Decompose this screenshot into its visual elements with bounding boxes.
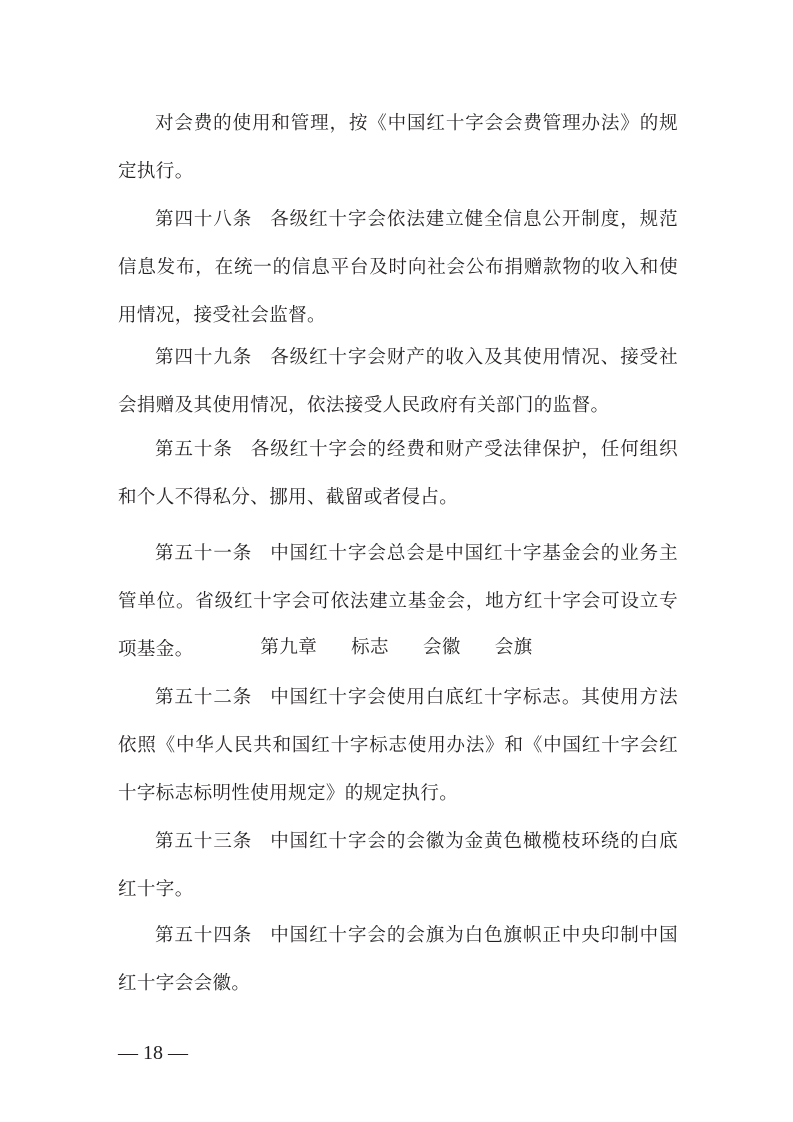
- article-number: 第五十四条: [155, 925, 253, 946]
- article-49: [118, 334, 678, 430]
- article-50: [118, 426, 678, 522]
- article-text: 中国红十字会的会徽为金黄色橄榄枝环绕的白底红十字。: [118, 831, 678, 900]
- article-text: 中国红十字会总会是中国红十字基金会的业务主管单位。省级红十字会可依法建立基金会，地方红十字会可设立专项基金。: [118, 543, 678, 660]
- article-number: 第五十三条: [155, 831, 253, 852]
- paragraph-text: 对会费的使用和管理，按《中国红十字会会费管理办法》的规定执行。: [118, 113, 678, 182]
- chapter-number: 第九章: [260, 637, 318, 658]
- paragraph-fee-management: [118, 100, 678, 196]
- article-number: 第五十二条: [155, 687, 253, 708]
- article-text: 各级红十字会财产的收入及其使用情况、接受社会捐赠及其使用情况，依法接受人民政府有关部门的监督。: [118, 347, 678, 416]
- article-53: [118, 818, 678, 914]
- article-text: 各级红十字会的经费和财产受法律保护，任何组织和个人不得私分、挪用、截留或者侵占。: [118, 439, 678, 508]
- page-number: — 18 —: [118, 1042, 188, 1064]
- article-number: 第四十九条: [155, 347, 253, 368]
- article-48: [118, 196, 678, 340]
- chapter-part-logo: 标志: [351, 637, 389, 658]
- article-52: [118, 674, 678, 818]
- chapter-part-flag: 会旗: [494, 637, 533, 658]
- article-number: 第四十八条: [155, 209, 253, 230]
- article-text: 各级红十字会依法建立健全信息公开制度，规范信息发布，在统一的信息平台及时向社会公布捐赠款物的收入和使用情况，接受社会监督。: [118, 209, 678, 326]
- article-54: [118, 912, 678, 1008]
- article-number: 第五十条: [155, 439, 233, 460]
- article-text: 中国红十字会的会旗为白色旗帜正中央印制中国红十字会会徽。: [118, 925, 678, 994]
- chapter-part-emblem: 会徽: [422, 637, 461, 658]
- article-number: 第五十一条: [155, 543, 253, 564]
- article-text: 中国红十字会使用白底红十字标志。其使用方法依照《中华人民共和国红十字标志使用办法》和《中国红十字会红十字标志标明性使用规定》的规定执行。: [118, 687, 678, 804]
- chapter-heading: [0, 624, 793, 672]
